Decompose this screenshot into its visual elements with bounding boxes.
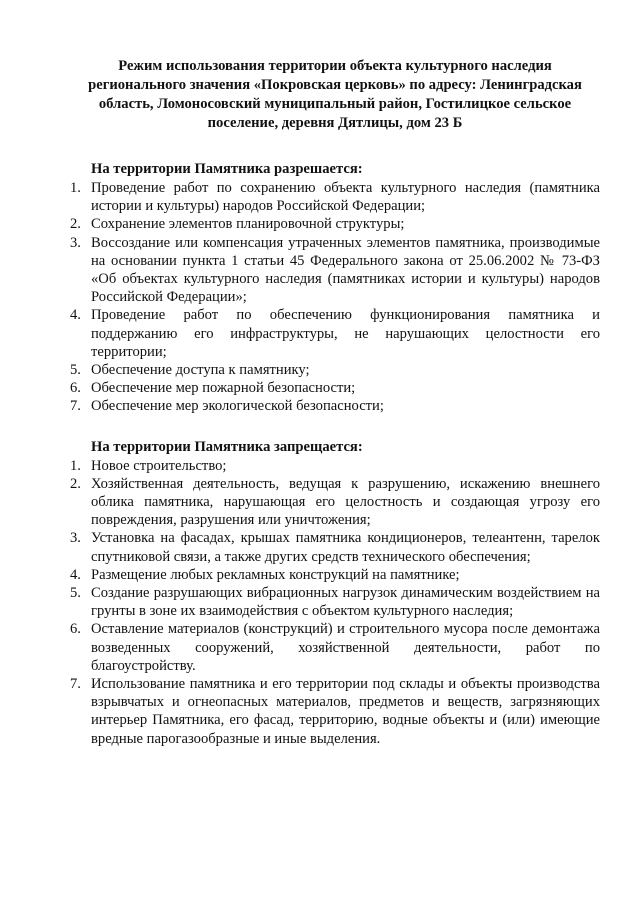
allowed-item-4 bbox=[70, 306, 600, 361]
forbidden-item-2 bbox=[70, 475, 600, 530]
list-item-text: Размещение любых рекламных конструкций на памятнике; bbox=[91, 566, 460, 583]
allowed-list bbox=[70, 179, 600, 416]
forbidden-item-6 bbox=[70, 620, 600, 675]
list-number: 1. bbox=[70, 457, 81, 474]
list-item-text: Оставление материалов (конструкций) и строительного мусора после демонтажа возведенных сооружений, хозяйственной деятельности, работ по благоустройству. bbox=[91, 621, 600, 674]
list-number: 1. bbox=[70, 180, 81, 196]
allowed-heading: На территории Памятника разрешается: bbox=[91, 161, 363, 177]
list-item-text: Создание разрушающих вибрационных нагрузок динамическим воздействием на грунты в зоне их взаимодействия с объектом культурного наследия; bbox=[91, 585, 600, 620]
list-item-text: Использование памятника и его территории под склады и объекты производства взрывчатых и огнеопасных материалов, предметов и веществ, загрязняющих интерьер Памятника, его фасад, территорию, водные объекты и (или) имеющие вредные парогазообразные и иные выделения. bbox=[91, 676, 600, 747]
allowed-item-7 bbox=[70, 397, 600, 415]
allowed-item-2 bbox=[70, 215, 600, 233]
allowed-item-1 bbox=[70, 179, 600, 215]
list-item-text: Проведение работ по сохранению объекта культурного наследия (памятника истории и культуры) народов Российской Федерации; bbox=[91, 180, 600, 215]
list-number: 2. bbox=[70, 475, 81, 492]
list-item-text: Установка на фасадах, крышах памятника кондиционеров, телеантенн, тарелок спутниковой связи, а также других средств технического обеспечения; bbox=[91, 530, 600, 565]
list-item-text: Обеспечение мер пожарной безопасности; bbox=[91, 380, 356, 397]
list-number: 2. bbox=[70, 216, 81, 233]
list-number: 5. bbox=[70, 585, 81, 602]
allowed-item-3 bbox=[70, 234, 600, 307]
list-number: 7. bbox=[70, 676, 81, 693]
list-number: 6. bbox=[70, 621, 81, 638]
list-item-text: Новое строительство; bbox=[91, 457, 227, 474]
document-title: Режим использования территории объекта культурного наследия регионального значения «Покровская церковь» по адресу: Ленинградская область, Ломоносовский муниципальный район, Гостилицкое сельское поселение, деревня Дятлицы, дом 23 Б bbox=[88, 58, 582, 131]
list-number: 5. bbox=[70, 362, 81, 379]
list-item-text: Обеспечение доступа к памятнику; bbox=[91, 362, 310, 379]
list-number: 6. bbox=[70, 380, 81, 397]
allowed-item-5 bbox=[70, 361, 600, 379]
list-item-text: Сохранение элементов планировочной структуры; bbox=[91, 216, 405, 233]
list-item-text: Воссоздание или компенсация утраченных элементов памятника, производимые на основании пункта 1 статьи 45 Федерального закона от 25.06.2002 № 73-ФЗ «Об объектах культурного наследия (памятниках истории и культуры) народов Российской Федерации»; bbox=[91, 234, 600, 306]
list-number: 4. bbox=[70, 566, 81, 583]
list-item-text: Хозяйственная деятельность, ведущая к разрушению, искажению внешнего облика памятника, нарушающая его целостность и создающая угрозу его повреждения, разрушения или уничтожения; bbox=[91, 475, 600, 529]
forbidden-heading: На территории Памятника запрещается: bbox=[91, 438, 363, 455]
forbidden-item-1 bbox=[70, 457, 600, 475]
forbidden-item-3 bbox=[70, 529, 600, 565]
list-item-text: Проведение работ по обеспечению функционирования памятника и поддержанию его инфраструктуры, не нарушающих целостности его территории; bbox=[91, 307, 600, 360]
list-number: 7. bbox=[70, 398, 81, 415]
list-number: 4. bbox=[70, 307, 81, 324]
forbidden-item-4 bbox=[70, 566, 600, 584]
list-number: 3. bbox=[70, 530, 81, 547]
allowed-item-6 bbox=[70, 379, 600, 397]
forbidden-item-7 bbox=[70, 675, 600, 748]
forbidden-list bbox=[70, 457, 600, 748]
forbidden-item-5 bbox=[70, 584, 600, 620]
list-number: 3. bbox=[70, 234, 81, 251]
list-item-text: Обеспечение мер экологической безопасности; bbox=[91, 398, 384, 415]
